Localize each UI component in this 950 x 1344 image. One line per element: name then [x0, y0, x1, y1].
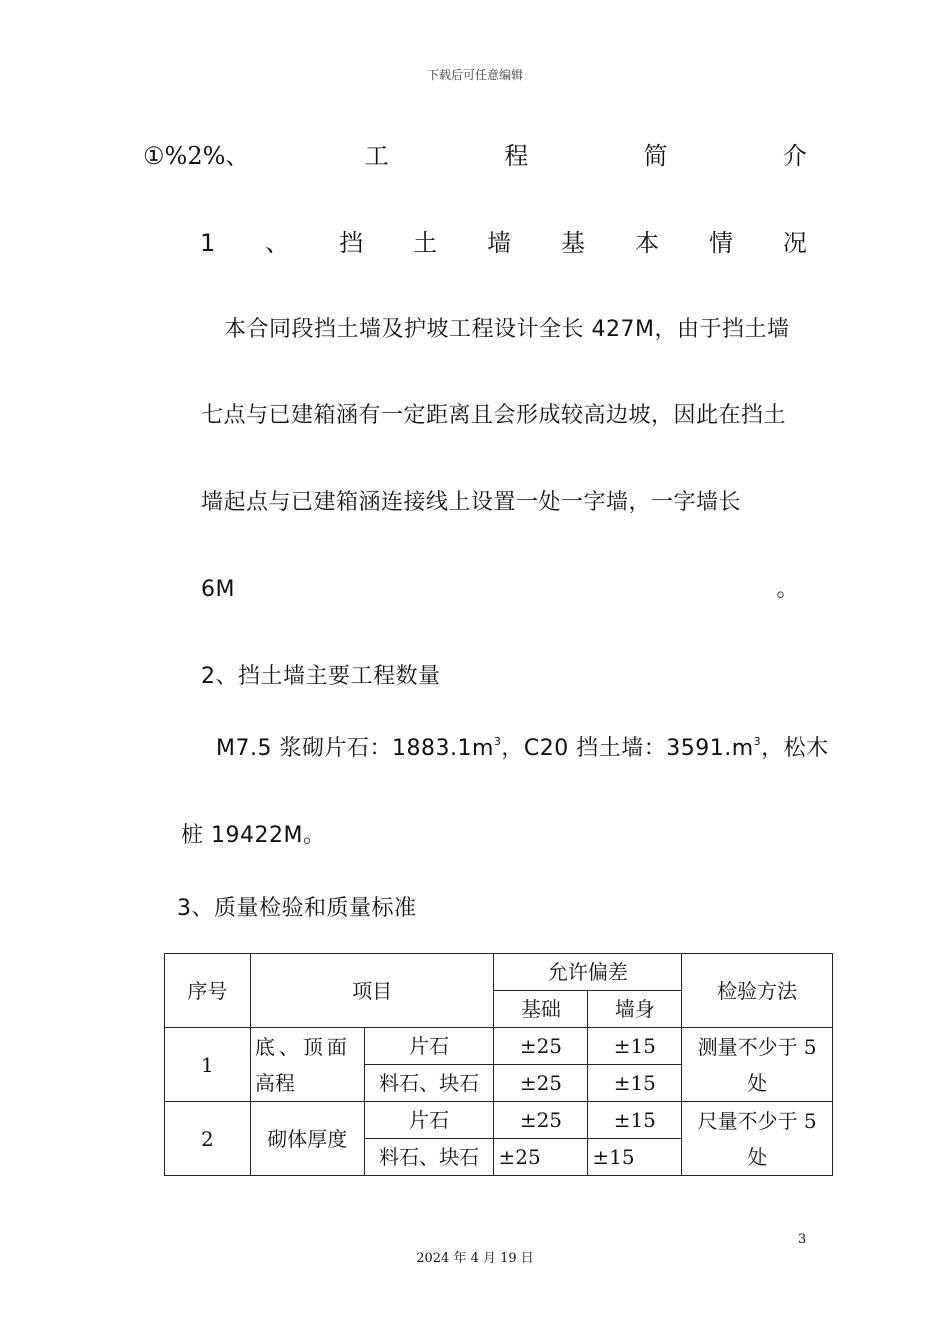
quantity-text: ，松木 [761, 736, 829, 761]
paragraph-line: 七点与已建箱涵有一定距离且会形成较高边坡，因此在挡土 [201, 403, 787, 428]
page-header: 下载后可任意编辑 [426, 68, 523, 82]
table-header-row [165, 954, 833, 991]
paragraph-period: 。 [776, 577, 799, 602]
subsection-heading: 3、质量检验和质量标准 [177, 896, 417, 921]
table-cell: ±15 [588, 1028, 682, 1065]
table-cell: ±15 [588, 1139, 682, 1176]
table-row [165, 1102, 833, 1139]
quality-standard-table [164, 953, 833, 1176]
section-heading-2 [200, 223, 807, 258]
table-cell: 尺量不少于 5 处 [682, 1102, 833, 1176]
table-cell: ±15 [588, 1102, 682, 1139]
table-cell: 测量不少于 5 处 [682, 1028, 833, 1102]
superscript: 3 [753, 735, 762, 748]
paragraph-line: 本合同段挡土墙及护坡工程设计全长 427M，由于挡土墙 [224, 317, 790, 342]
quantities-line [216, 731, 829, 762]
heading-char: 挡 [339, 229, 364, 257]
table-cell: ±25 [494, 1065, 588, 1102]
table-cell: ±15 [588, 1065, 682, 1102]
table-header-cell: 墙身 [588, 991, 682, 1028]
quantities-line: 桩 19422M。 [181, 823, 326, 848]
heading-char: 况 [782, 229, 807, 257]
table-cell: 料石、块石 [364, 1065, 494, 1102]
quantity-text: M7.5 浆砌片石：1883.1m [216, 736, 494, 761]
table-header-cell: 项目 [250, 954, 494, 1028]
table-row [165, 1028, 833, 1065]
table-cell: 料石、块石 [364, 1139, 494, 1176]
paragraph-line [201, 572, 799, 603]
paragraph-line: 墙起点与已建箱涵连接线上设置一处一字墙，一字墙长 [201, 490, 742, 515]
heading-char: 土 [413, 229, 438, 257]
heading-char: 介 [782, 142, 807, 170]
superscript: 3 [493, 735, 502, 748]
paragraph-text: 6M [201, 577, 235, 602]
table-cell: 片石 [364, 1028, 494, 1065]
table-cell [250, 1028, 364, 1102]
heading-char: ①%2%、 [143, 142, 250, 170]
heading-char: 本 [635, 229, 659, 257]
table-cell: 砌体厚度 [250, 1102, 364, 1176]
heading-char: 、 [265, 229, 290, 257]
heading-char: 简 [643, 142, 668, 170]
table-header-cell: 允许偏差 [494, 954, 682, 991]
heading-char: 程 [504, 142, 529, 170]
quantity-text: ，C20 挡土墙：3591.m [501, 736, 754, 761]
heading-char: 工 [364, 142, 389, 170]
table-cell: ±25 [494, 1139, 588, 1176]
subsection-heading: 2、挡土墙主要工程数量 [201, 664, 441, 689]
table-cell: 1 [165, 1028, 251, 1102]
table-header-cell: 基础 [494, 991, 588, 1028]
table-header-cell: 检验方法 [682, 954, 833, 1028]
table-header-cell: 序号 [165, 954, 251, 1028]
page-footer-date: 2024 年 4 月 19 日 [416, 1251, 534, 1266]
section-heading-1 [143, 136, 807, 171]
heading-char: 基 [561, 229, 586, 257]
cell-line: 底、顶面 [254, 1034, 351, 1059]
heading-char: 墙 [487, 229, 512, 257]
table-cell: 片石 [364, 1102, 494, 1139]
heading-char: 1 [200, 229, 216, 257]
table-cell: ±25 [494, 1028, 588, 1065]
cell-line: 高程 [254, 1070, 295, 1095]
page-number: 3 [798, 1232, 807, 1247]
table-cell: 2 [165, 1102, 251, 1176]
heading-char: 情 [708, 229, 733, 257]
table-cell: ±25 [494, 1102, 588, 1139]
